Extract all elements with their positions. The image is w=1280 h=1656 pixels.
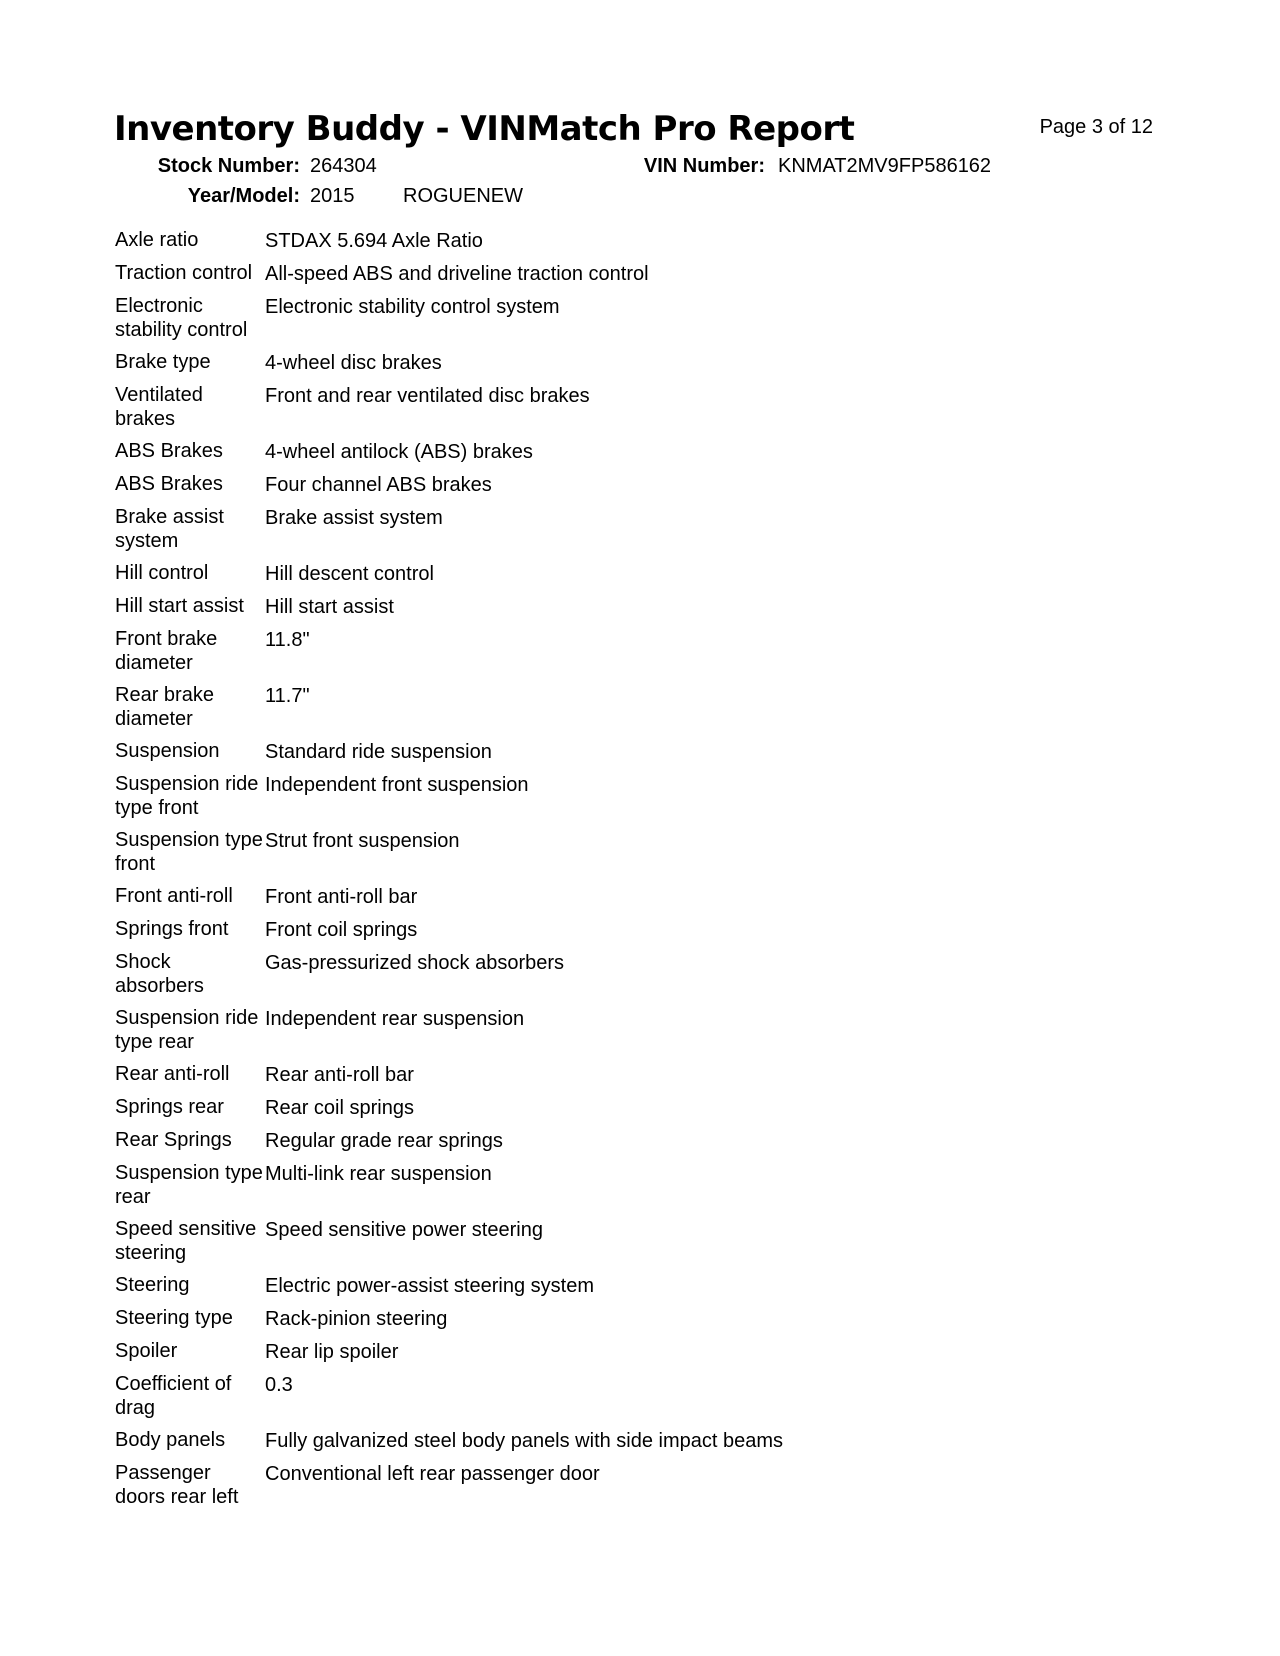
spec-row — [115, 1128, 1165, 1161]
spec-row — [115, 884, 1165, 917]
spec-row — [115, 350, 1165, 383]
spec-label: Springs rear — [115, 1096, 224, 1118]
stock-number-line — [0, 156, 1280, 178]
spec-row — [115, 772, 1165, 828]
spec-value: Independent rear suspension — [265, 1008, 525, 1030]
spec-value: Brake assist system — [265, 507, 443, 529]
model-value: ROGUENEW — [403, 185, 523, 207]
spec-value: Hill descent control — [265, 563, 434, 585]
spec-value: Hill start assist — [265, 596, 394, 618]
spec-value: Conventional left rear passenger door — [265, 1463, 600, 1485]
spec-value: 11.7" — [265, 685, 310, 707]
spec-value: Four channel ABS brakes — [265, 474, 492, 496]
spec-value: Speed sensitive power steering — [265, 1219, 543, 1241]
spec-value: Front coil springs — [265, 919, 418, 941]
spec-row — [115, 505, 1165, 561]
spec-label: Hill control — [115, 562, 209, 584]
spec-row — [115, 950, 1165, 1006]
spec-label: Springs front — [115, 918, 229, 940]
spec-value: Front and rear ventilated disc brakes — [265, 385, 590, 407]
spec-label: Coefficient of drag — [115, 1373, 232, 1419]
spec-row — [115, 1161, 1165, 1217]
spec-list — [115, 228, 1165, 1517]
spec-label: Suspension ride type front — [115, 773, 259, 819]
spec-row — [115, 594, 1165, 627]
vin-label: VIN Number: — [643, 155, 765, 177]
spec-row — [115, 1339, 1165, 1372]
spec-row — [115, 627, 1165, 683]
spec-value: Multi-link rear suspension — [265, 1163, 492, 1185]
spec-value: Electronic stability control system — [265, 296, 560, 318]
spec-row — [115, 294, 1165, 350]
spec-label: Front brake diameter — [115, 628, 218, 674]
spec-label: Traction control — [115, 262, 253, 284]
spec-value: Standard ride suspension — [265, 741, 492, 763]
spec-label: Steering — [115, 1274, 190, 1296]
spec-label: Suspension type front — [115, 829, 263, 875]
spec-value: Rear lip spoiler — [265, 1341, 399, 1363]
spec-label: ABS Brakes — [115, 473, 223, 495]
spec-label: Spoiler — [115, 1340, 178, 1362]
spec-value: Independent front suspension — [265, 774, 529, 796]
spec-label: Steering type — [115, 1307, 233, 1329]
spec-row — [115, 261, 1165, 294]
spec-label: Ventilated brakes — [115, 384, 203, 430]
spec-value: Rear coil springs — [265, 1097, 414, 1119]
spec-row — [115, 1273, 1165, 1306]
spec-label: Brake type — [115, 351, 211, 373]
spec-row — [115, 828, 1165, 884]
spec-value: Regular grade rear springs — [265, 1130, 503, 1152]
spec-value: 4-wheel antilock (ABS) brakes — [265, 441, 533, 463]
spec-label: Rear anti-roll — [115, 1063, 230, 1085]
spec-label: Passenger doors rear left — [115, 1462, 239, 1508]
spec-value: Gas-pressurized shock absorbers — [265, 952, 565, 974]
spec-value: 11.8" — [265, 629, 310, 651]
spec-value: STDAX 5.694 Axle Ratio — [265, 230, 483, 252]
year-value: 2015 — [310, 185, 355, 207]
stock-number-label: Stock Number: — [157, 155, 300, 177]
spec-value: Rack-pinion steering — [265, 1308, 448, 1330]
vin-value: KNMAT2MV9FP586162 — [778, 155, 992, 177]
spec-row — [115, 228, 1165, 261]
spec-label: Suspension — [115, 740, 220, 762]
spec-value: 4-wheel disc brakes — [265, 352, 442, 374]
spec-row — [115, 472, 1165, 505]
spec-value: Rear anti-roll bar — [265, 1064, 414, 1086]
spec-label: Body panels — [115, 1429, 226, 1451]
spec-label: Brake assist system — [115, 506, 224, 552]
page-number: Page 3 of 12 — [1039, 116, 1153, 138]
spec-value: Electric power-assist steering system — [265, 1275, 594, 1297]
spec-row — [115, 1306, 1165, 1339]
spec-label: Suspension ride type rear — [115, 1007, 259, 1053]
spec-label: ABS Brakes — [115, 440, 223, 462]
spec-label: Front anti-roll — [115, 885, 233, 907]
spec-value: All-speed ABS and driveline traction control — [265, 263, 649, 285]
spec-label: Hill start assist — [115, 595, 244, 617]
spec-value: Strut front suspension — [265, 830, 460, 852]
spec-row — [115, 1062, 1165, 1095]
spec-label: Speed sensitive steering — [115, 1218, 257, 1264]
spec-row — [115, 1095, 1165, 1128]
year-model-line — [0, 186, 1280, 208]
spec-row — [115, 1217, 1165, 1273]
spec-label: Electronic stability control — [115, 295, 248, 341]
spec-label: Axle ratio — [115, 229, 199, 251]
report-title: Inventory Buddy - VINMatch Pro Report — [114, 109, 855, 149]
spec-row — [115, 1428, 1165, 1461]
spec-label: Suspension type rear — [115, 1162, 263, 1208]
spec-row — [115, 1461, 1165, 1517]
spec-label: Shock absorbers — [115, 951, 204, 997]
spec-row — [115, 739, 1165, 772]
spec-row — [115, 1006, 1165, 1062]
spec-row — [115, 683, 1165, 739]
spec-value: 0.3 — [265, 1374, 293, 1396]
spec-row — [115, 561, 1165, 594]
spec-label: Rear Springs — [115, 1129, 232, 1151]
year-model-label: Year/Model: — [187, 185, 300, 207]
spec-row — [115, 1372, 1165, 1428]
spec-label: Rear brake diameter — [115, 684, 214, 730]
stock-number-value: 264304 — [310, 155, 377, 177]
spec-row — [115, 383, 1165, 439]
spec-value: Front anti-roll bar — [265, 886, 418, 908]
spec-row — [115, 917, 1165, 950]
spec-value: Fully galvanized steel body panels with side impact beams — [265, 1430, 784, 1452]
spec-row — [115, 439, 1165, 472]
